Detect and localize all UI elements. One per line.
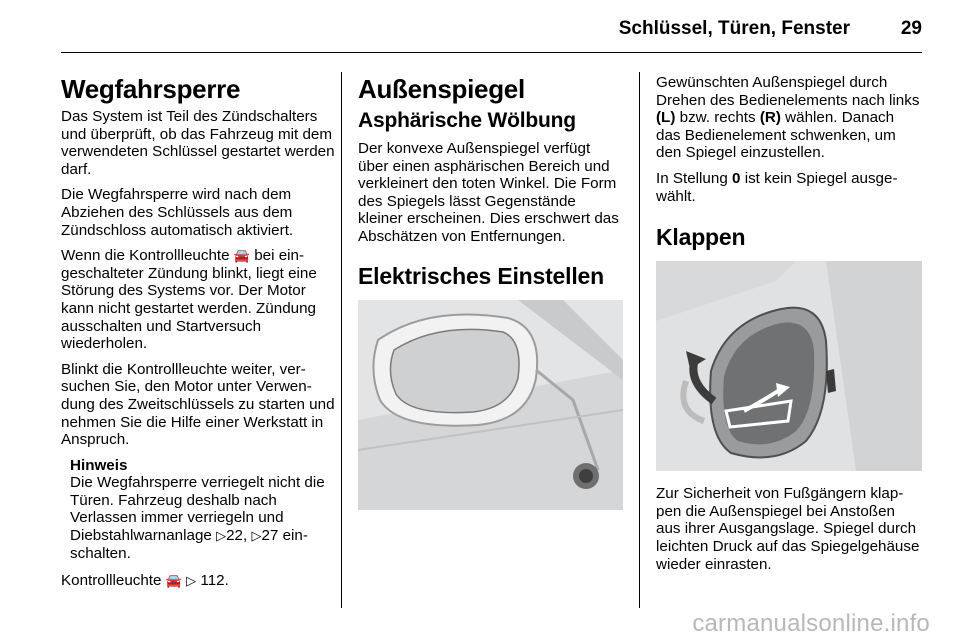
- label-right: (R): [759, 109, 781, 127]
- paragraph: [61, 247, 336, 353]
- note-box: [70, 457, 336, 563]
- header-title: Schlüssel, Türen, Fenster: [618, 18, 850, 39]
- column-immobilizer: [61, 74, 336, 598]
- paragraph: [656, 74, 922, 162]
- page-ref-link[interactable]: 22: [226, 527, 243, 545]
- column-divider-1: [341, 72, 342, 608]
- text: bei eingeschalteter Zündung blinkt, liegt eine Störung des Systems vor. Der Motor kann nicht gestartet werden. Zündung ausschalten und Startversuch wiederholen.: [61, 247, 317, 353]
- text: Gewünschten Außenspiegel durch Drehen des Bedienelements nach links: [656, 74, 920, 109]
- page-ref-icon: ▷: [251, 528, 262, 544]
- column-mirror-controls: [656, 74, 922, 581]
- watermark: carmanualsonline.info: [692, 610, 930, 637]
- label-zero: 0: [732, 169, 741, 187]
- note-title: Hinweis: [70, 456, 128, 474]
- text: In Stellung: [656, 169, 728, 187]
- folding-mirror-image: [656, 261, 922, 471]
- subheading-electric-adjust: Elektrisches Einstellen: [358, 262, 604, 289]
- section-heading-exterior-mirrors: Außenspiegel: [358, 74, 525, 104]
- text: Wenn die Kontrollleuchte: [61, 247, 230, 265]
- page-ref-link[interactable]: 27: [261, 527, 279, 545]
- side-mirror-image: [358, 300, 623, 510]
- section-heading-folding: Klappen: [656, 224, 746, 251]
- page-ref-link[interactable]: 112: [200, 572, 225, 590]
- note-text: Die Wegfahrsperre verriegelt nicht die Türen. Fahrzeug deshalb nach Verlassen immer verriegeln und Diebstahlwarnanlage: [70, 474, 325, 545]
- label-left: (L): [656, 109, 676, 127]
- separator: ,: [242, 527, 248, 545]
- paragraph: Zur Sicherheit von Fußgängern klappen die Außenspiegel bei Anstoßen aus ihrer Ausgangslage. Spiegel durch leichten Druck auf das Spiegelgehäuse wieder einrasten.: [656, 485, 920, 573]
- page-ref-icon: ▷: [216, 528, 227, 544]
- text: bzw. rechts: [679, 109, 756, 127]
- text: ist kein Spiegel ausgewählt.: [656, 169, 898, 205]
- page-ref-icon: ▷: [186, 573, 197, 589]
- subheading-aspheric: Asphärische Wölbung: [358, 109, 576, 132]
- folding-illustration: [656, 261, 922, 471]
- note-text: einschalten.: [70, 527, 308, 562]
- paragraph: Kontrollleuchte 🚘 ▷ 112.: [61, 572, 229, 590]
- paragraph: Die Wegfahrsperre wird nach dem Abziehen des Schlüssels aus dem Zündschloss automatisch aktiviert.: [61, 186, 294, 239]
- car-key-warning-icon: 🚘: [165, 573, 182, 589]
- page-number: 29: [900, 18, 922, 39]
- header-divider: [61, 52, 922, 53]
- text: Kontrollleuchte: [61, 572, 162, 590]
- mirror-illustration: [358, 300, 623, 510]
- paragraph: [656, 170, 922, 205]
- car-key-warning-icon: 🚘: [233, 248, 250, 264]
- text: wählen. Danach das Bedienelement schwenken, um den Spiegel einzustellen.: [656, 109, 896, 162]
- paragraph: Blinkt die Kontrollleuchte weiter, versuchen Sie, den Motor unter Verwendung des Zweitschlüssels zu starten und nehmen Sie die Hilfe einer Werkstatt in Anspruch.: [61, 360, 335, 449]
- section-heading-immobilizer: Wegfahrsperre: [61, 74, 241, 104]
- column-exterior-mirrors: [358, 74, 623, 510]
- paragraph: Das System ist Teil des Zündschalters und überprüft, ob das Fahrzeug mit dem verwendeten Schlüssel gestartet werden darf.: [61, 108, 335, 178]
- column-divider-2: [639, 72, 640, 608]
- paragraph: Der konvexe Außenspiegel verfügt über einen asphärischen Bereich und verkleinert den toten Winkel. Die Form des Spiegels lässt Gegenstände kleiner erscheinen. Dies erschwert das Abschätzen von Entfernungen.: [358, 140, 619, 245]
